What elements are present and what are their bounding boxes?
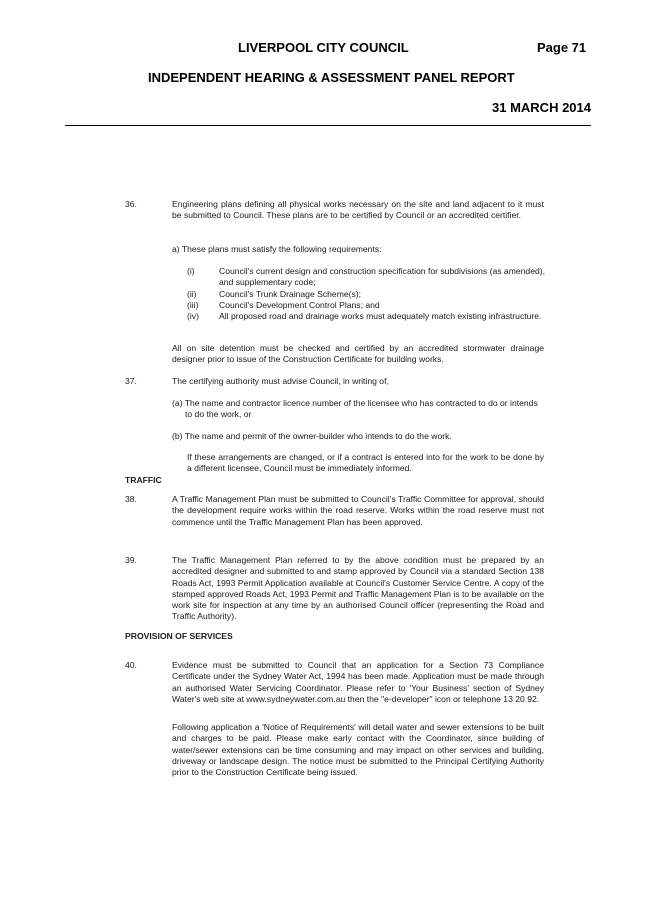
condition-40-note: Following application a 'Notice of Requirements' will detail water and sewer extensions to be built and charges to be paid. Please make early contact with the Coordinator, since building of water/sewer extensions can be time consuming and may impact on other services and building, driveway or landscape design. The notice must be submitted to the Principal Certifying Authority prior to the Construction Certificate being issued.: [172, 722, 544, 778]
condition-37-number: 37.: [125, 376, 137, 386]
requirement-number: (iii): [187, 300, 199, 310]
requirement-text: Council's current design and construction specification for subdivisions (as amended), and supplementary code;: [219, 266, 545, 288]
requirement-number: (ii): [187, 289, 197, 299]
condition-37-text: The certifying authority must advise Council, in writing of,: [172, 376, 389, 386]
report-date: 31 MARCH 2014: [492, 100, 591, 115]
traffic-heading: TRAFFIC: [125, 475, 162, 485]
condition-39-text: The Traffic Management Plan referred to by the above condition must be prepared by an accredited designer and submitted to and stamp approved by Council via a standard Section 138 Roads Act, 1993 Permit Application available at Council's Customer Service Centre. A copy of the stamped approved Roads Act, 1993 Permit and Traffic Management Plan is to be available on the work site for inspection at any time by an authorised Council officer (representing the Road and Traffic Authority).: [172, 555, 544, 622]
condition-38-text: A Traffic Management Plan must be submitted to Council's Traffic Committee for approval, should the development require works within the road reserve. Works within the road reserve must not commence until the Traffic Management Plan has been approved.: [172, 494, 544, 527]
condition-36-note: All on site detention must be checked and certified by an accredited stormwater drainage designer prior to issue of the Construction Certificate for building works.: [172, 343, 544, 365]
requirement-text: Council's Development Control Plans; and: [219, 300, 380, 310]
condition-38-number: 38.: [125, 494, 137, 504]
provision-of-services-heading: PROVISION OF SERVICES: [125, 631, 233, 641]
condition-39-number: 39.: [125, 555, 137, 565]
condition-40-number: 40.: [125, 660, 137, 670]
report-title: INDEPENDENT HEARING & ASSESSMENT PANEL REPORT: [148, 70, 515, 85]
requirement-text: Council's Trunk Drainage Scheme(s);: [219, 289, 362, 299]
condition-37-sub-b: (b) The name and permit of the owner-builder who intends to do the work.: [172, 431, 452, 441]
condition-36-sub-a: a) These plans must satisfy the following requirements:: [172, 244, 382, 254]
requirement-number: (i): [187, 266, 195, 276]
condition-37-note: If these arrangements are changed, or if a contract is entered into for the work to be done by a different licensee, Council must be immediately informed.: [187, 452, 544, 474]
condition-36-text: Engineering plans defining all physical works necessary on the site and land adjacent to it must be submitted to Council. These plans are to be certified by Council or an accredited certifier.: [172, 199, 544, 221]
page-number: Page 71: [537, 40, 587, 55]
header-divider: [65, 125, 591, 126]
council-name: LIVERPOOL CITY COUNCIL: [238, 40, 409, 55]
requirement-number: (iv): [187, 311, 199, 321]
condition-37-sub-a: (a) The name and contractor licence number of the licensee who has contracted to do or intends to do the work, or: [172, 398, 538, 420]
condition-40-text: Evidence must be submitted to Council that an application for a Section 73 Compliance Certificate under the Sydney Water Act, 1994 has been made. Application must be made through an authorised Water Servicing Coordinator. Please refer to 'Your Business' section of Sydney Water's web site at www.sydneywater.com.au then the "e-developer" icon or telephone 13 20 92.: [172, 660, 544, 704]
requirement-text: All proposed road and drainage works must adequately match existing infrastructure.: [219, 311, 542, 321]
condition-36-number: 36.: [125, 199, 137, 209]
